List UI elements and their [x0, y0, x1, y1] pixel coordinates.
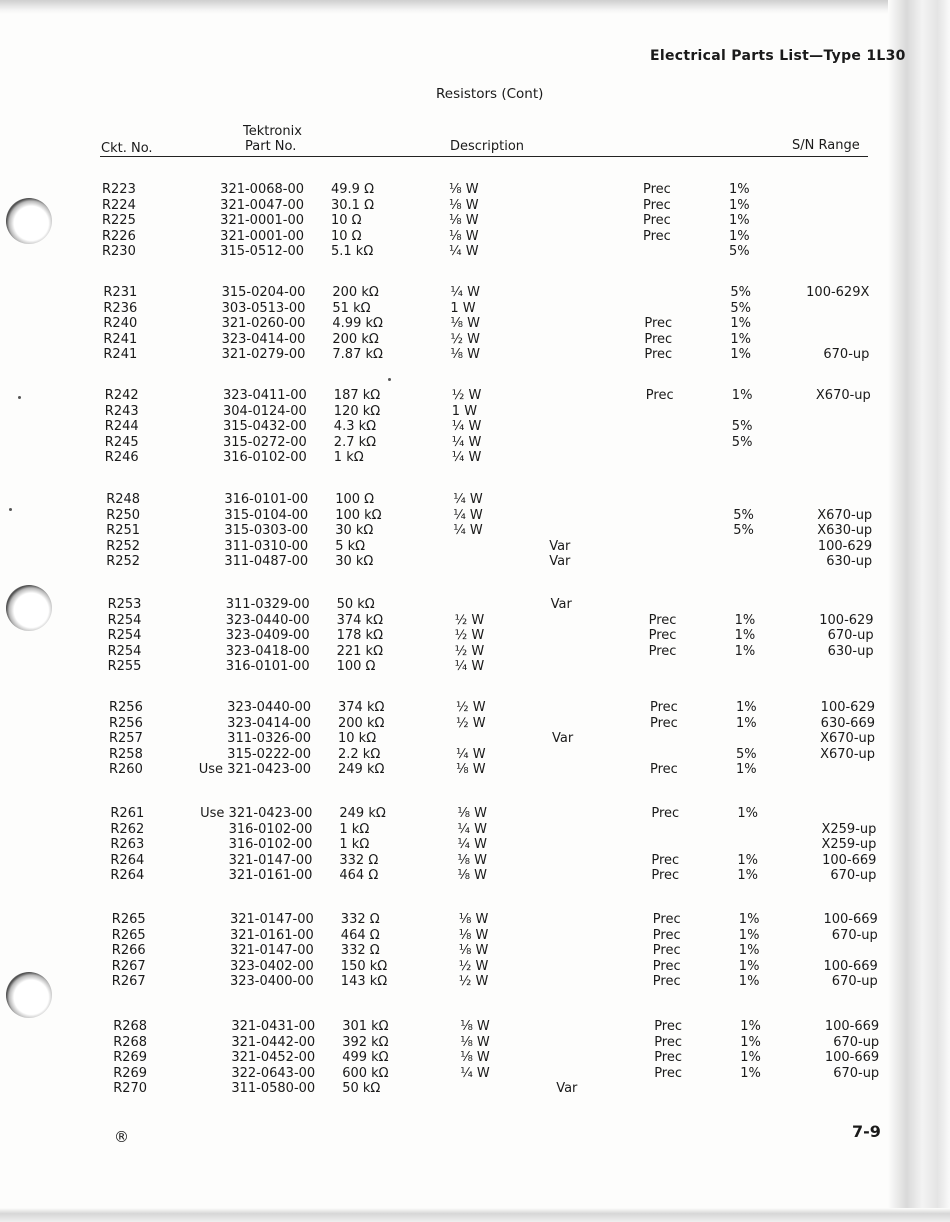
part-number: 315-0272-00 [222, 434, 307, 450]
ckt-number: R241 [103, 347, 138, 362]
ckt-number: R243 [104, 403, 139, 419]
resistance-value: 5 kΩ [335, 538, 366, 554]
precision-marker: Prec [644, 331, 673, 347]
resistance-value: 2.7 kΩ [333, 434, 377, 450]
resistance-value: 2.2 kΩ [338, 746, 381, 762]
serial-range: 670-up [833, 1065, 880, 1081]
resistance-value: 7.87 kΩ [332, 347, 383, 362]
part-number: 321-0260-00 [221, 316, 306, 331]
tolerance: 1% [734, 643, 756, 659]
column-header-sn-range: S/N Range [792, 138, 860, 153]
precision-marker: Prec [652, 927, 681, 943]
resistance-value: 178 kΩ [336, 628, 384, 643]
resistance-value: 1 kΩ [333, 450, 364, 465]
tolerance: 1% [729, 213, 750, 228]
serial-range: X670-up [815, 388, 871, 403]
tolerance: 1% [738, 958, 760, 974]
wattage: 1 W [451, 403, 478, 419]
ckt-number: R269 [113, 1050, 148, 1065]
ckt-number: R245 [104, 434, 139, 450]
part-number: Use 321-0423-00 [198, 762, 311, 777]
part-number: 311-0310-00 [224, 538, 309, 554]
tolerance: 1% [736, 762, 757, 777]
wattage: ⅛ W [450, 316, 480, 331]
variable-marker: Var [550, 597, 572, 612]
tolerance: 1% [738, 927, 760, 943]
precision-marker: Prec [652, 912, 681, 927]
part-number: 321-0452-00 [231, 1050, 316, 1065]
tolerance: 1% [730, 331, 752, 347]
wattage: ⅛ W [460, 1019, 490, 1034]
ckt-number: R268 [113, 1034, 148, 1050]
resistance-value: 332 Ω [340, 943, 380, 958]
ckt-number: R252 [106, 554, 141, 569]
ckt-number: R231 [103, 285, 138, 300]
punch-hole-icon [6, 972, 52, 1018]
tolerance: 5% [736, 746, 757, 762]
tolerance: 1% [740, 1050, 761, 1065]
tolerance: 1% [734, 612, 756, 628]
part-number: 311-0487-00 [224, 554, 309, 569]
wattage: ¼ W [457, 821, 487, 837]
precision-marker: Prec [651, 806, 680, 821]
part-number: 321-0047-00 [220, 197, 304, 213]
resistance-value: 50 kΩ [336, 597, 375, 612]
resistance-value: 332 Ω [340, 912, 380, 927]
serial-range: 670-up [830, 868, 877, 883]
ckt-number: R258 [109, 746, 143, 762]
serial-range: 100-629 [817, 538, 873, 554]
resistance-value: 392 kΩ [342, 1034, 389, 1050]
serial-range: 630-669 [820, 715, 875, 731]
tolerance: 5% [730, 285, 752, 300]
serial-range: 100-669 [823, 912, 878, 927]
ckt-number: R260 [109, 762, 143, 777]
wattage: ⅛ W [449, 228, 479, 244]
resistance-value: 100 Ω [335, 492, 375, 507]
ckt-number: R242 [104, 388, 139, 403]
tolerance: 1% [736, 715, 757, 731]
resistance-value: 5.1 kΩ [331, 244, 374, 259]
resistance-value: 30 kΩ [335, 523, 374, 538]
ckt-number: R268 [113, 1019, 148, 1034]
wattage: ¼ W [453, 492, 483, 507]
resistance-value: 249 kΩ [339, 806, 386, 821]
serial-range: 100-629X [806, 285, 870, 300]
part-number: 323-0440-00 [227, 700, 311, 715]
resistance-value: 499 kΩ [342, 1050, 389, 1065]
tolerance: 1% [729, 197, 750, 213]
part-number: 321-0068-00 [220, 182, 304, 197]
column-header-description: Description [450, 139, 525, 154]
serial-range: 670-up [831, 974, 878, 989]
resistance-value: 600 kΩ [342, 1065, 389, 1081]
precision-marker: Prec [652, 974, 681, 989]
precision-marker: Prec [648, 628, 677, 643]
serial-range: 100-629 [819, 612, 874, 628]
part-number: 316-0102-00 [228, 837, 313, 852]
ckt-number: R254 [107, 643, 142, 659]
part-number: 323-0418-00 [225, 643, 310, 659]
wattage: ⅛ W [460, 1050, 490, 1065]
part-number: 316-0101-00 [224, 492, 309, 507]
ckt-number: R246 [104, 450, 139, 465]
tolerance: 5% [733, 523, 754, 538]
wattage: ¼ W [453, 523, 483, 538]
precision-marker: Prec [654, 1065, 683, 1081]
wattage: ⅛ W [449, 213, 479, 228]
tolerance: 1% [736, 700, 757, 715]
part-number: 321-0001-00 [220, 213, 304, 228]
wattage: ½ W [454, 643, 485, 659]
wattage: 1 W [450, 300, 476, 316]
precision-marker: Prec [643, 228, 671, 244]
ckt-number: R264 [110, 852, 145, 868]
scan-speck [9, 508, 12, 511]
part-number: 315-0512-00 [220, 244, 304, 259]
wattage: ½ W [450, 331, 480, 347]
serial-range: 670-up [831, 927, 878, 943]
wattage: ¼ W [453, 507, 483, 523]
serial-range: 100-629 [820, 700, 875, 715]
part-number: 321-0147-00 [229, 943, 314, 958]
resistance-value: 50 kΩ [342, 1081, 381, 1096]
ckt-number: R236 [103, 300, 138, 316]
publisher-mark: ® [114, 1128, 129, 1146]
part-number: 321-0161-00 [229, 927, 314, 943]
part-number: 323-0414-00 [221, 331, 306, 347]
resistance-value: 374 kΩ [338, 700, 385, 715]
precision-marker: Prec [654, 1019, 683, 1034]
wattage: ⅛ W [456, 762, 486, 777]
tolerance: 5% [731, 419, 753, 434]
wattage: ½ W [454, 612, 485, 628]
part-number: 311-0580-00 [231, 1081, 316, 1096]
resistance-value: 200 kΩ [332, 331, 379, 347]
serial-range: X630-up [817, 523, 873, 538]
resistance-value: 301 kΩ [342, 1019, 389, 1034]
ckt-number: R250 [106, 507, 141, 523]
part-number: 321-0431-00 [231, 1019, 316, 1034]
ckt-number: R253 [107, 597, 142, 612]
header-rule [100, 156, 868, 157]
resistance-value: 4.99 kΩ [332, 316, 383, 331]
part-number: 315-0432-00 [222, 419, 307, 434]
precision-marker: Prec [651, 868, 680, 883]
wattage: ⅛ W [457, 868, 487, 883]
wattage: ⅛ W [460, 1034, 490, 1050]
tolerance: 1% [729, 228, 750, 244]
part-number: 304-0124-00 [222, 403, 307, 419]
resistance-value: 332 Ω [339, 852, 379, 868]
part-number: 322-0643-00 [231, 1065, 316, 1081]
tolerance: 1% [740, 1019, 761, 1034]
ckt-number: R262 [110, 821, 145, 837]
serial-range: X670-up [820, 731, 875, 746]
part-number: 321-0001-00 [220, 228, 304, 244]
wattage: ⅛ W [449, 182, 479, 197]
ckt-number: R256 [109, 715, 143, 731]
wattage: ½ W [454, 628, 485, 643]
ckt-number: R251 [106, 523, 141, 538]
wattage: ½ W [458, 974, 489, 989]
resistance-value: 464 Ω [339, 868, 379, 883]
part-number: 315-0104-00 [224, 507, 309, 523]
serial-range: X670-up [820, 746, 875, 762]
ckt-number: R267 [111, 958, 146, 974]
resistance-value: 464 Ω [340, 927, 380, 943]
ckt-number: R255 [107, 659, 142, 674]
wattage: ¼ W [451, 450, 482, 465]
variable-marker: Var [549, 538, 571, 554]
precision-marker: Prec [643, 213, 671, 228]
resistance-value: 100 kΩ [335, 507, 382, 523]
precision-marker: Prec [652, 958, 681, 974]
scan-speck [388, 378, 391, 381]
ckt-number: R224 [102, 197, 136, 213]
part-number: 321-0147-00 [229, 912, 314, 927]
tolerance: 1% [734, 628, 756, 643]
ckt-number: R261 [110, 806, 145, 821]
part-number: 323-0402-00 [229, 958, 314, 974]
precision-marker: Prec [654, 1034, 683, 1050]
column-header-tektronix: Tektronix [243, 124, 302, 139]
precision-marker: Prec [645, 388, 674, 403]
part-number: 303-0513-00 [221, 300, 306, 316]
ckt-number: R226 [102, 228, 136, 244]
serial-range: 100-669 [823, 958, 878, 974]
ckt-number: R270 [113, 1081, 148, 1096]
scan-right-edge [888, 0, 950, 1222]
resistance-value: 100 Ω [336, 659, 376, 674]
wattage: ¼ W [451, 419, 482, 434]
tolerance: 1% [731, 388, 753, 403]
variable-marker: Var [556, 1081, 578, 1096]
part-number: 323-0440-00 [225, 612, 310, 628]
ckt-number: R254 [107, 628, 142, 643]
part-number: 323-0400-00 [229, 974, 314, 989]
precision-marker: Prec [644, 316, 673, 331]
running-head: Electrical Parts List—Type 1L30 [650, 48, 906, 64]
serial-range: 630-up [827, 643, 874, 659]
ckt-number: R256 [109, 700, 143, 715]
wattage: ¼ W [451, 434, 482, 450]
tolerance: 5% [730, 300, 752, 316]
part-number: 316-0102-00 [228, 821, 313, 837]
resistance-value: 150 kΩ [340, 958, 388, 974]
wattage: ⅛ W [457, 806, 487, 821]
wattage: ⅛ W [449, 197, 479, 213]
tolerance: 1% [730, 347, 752, 362]
variable-marker: Var [552, 731, 574, 746]
wattage: ½ W [451, 388, 482, 403]
precision-marker: Prec [648, 643, 677, 659]
ckt-number: R269 [113, 1065, 148, 1081]
resistance-value: 10 Ω [331, 213, 362, 228]
precision-marker: Prec [651, 852, 680, 868]
part-number: 316-0101-00 [225, 659, 310, 674]
resistance-value: 200 kΩ [332, 285, 379, 300]
column-header-ckt-no: Ckt. No. [101, 141, 153, 156]
section-title: Resistors (Cont) [436, 86, 544, 102]
wattage: ½ W [458, 958, 489, 974]
part-number: 323-0409-00 [225, 628, 310, 643]
scan-bottom-edge [0, 1208, 950, 1222]
part-number: 315-0222-00 [227, 746, 311, 762]
tolerance: 1% [737, 868, 759, 883]
ckt-number: R257 [109, 731, 143, 746]
resistance-value: 51 kΩ [332, 300, 371, 316]
wattage: ¼ W [454, 659, 485, 674]
ckt-number: R267 [111, 974, 146, 989]
ckt-number: R265 [111, 912, 146, 927]
tolerance: 1% [740, 1065, 761, 1081]
wattage: ½ W [456, 700, 486, 715]
part-number: Use 321-0423-00 [200, 806, 313, 821]
scan-speck [18, 396, 21, 399]
tolerance: 1% [729, 182, 750, 197]
resistance-value: 187 kΩ [333, 388, 381, 403]
ckt-number: R266 [111, 943, 146, 958]
ckt-number: R240 [103, 316, 138, 331]
punch-hole-icon [6, 585, 52, 631]
part-number: 311-0326-00 [227, 731, 311, 746]
resistance-value: 200 kΩ [338, 715, 385, 731]
precision-marker: Prec [648, 612, 677, 628]
precision-marker: Prec [643, 197, 671, 213]
part-number: 315-0204-00 [221, 285, 306, 300]
serial-range: X670-up [817, 507, 873, 523]
wattage: ¼ W [457, 837, 487, 852]
wattage: ¼ W [460, 1065, 490, 1081]
resistance-value: 249 kΩ [338, 762, 385, 777]
page-number: 7-9 [852, 1122, 881, 1141]
resistance-value: 10 Ω [331, 228, 362, 244]
serial-range: X259-up [821, 821, 877, 837]
tolerance: 5% [731, 434, 753, 450]
serial-range: 670-up [827, 628, 874, 643]
wattage: ¼ W [450, 285, 480, 300]
precision-marker: Prec [643, 182, 671, 197]
tolerance: 1% [740, 1034, 761, 1050]
resistance-value: 30 kΩ [335, 554, 374, 569]
tolerance: 1% [738, 943, 760, 958]
precision-marker: Prec [650, 762, 678, 777]
part-number: 321-0147-00 [228, 852, 313, 868]
ckt-number: R223 [102, 182, 136, 197]
resistance-value: 221 kΩ [336, 643, 384, 659]
tolerance: 1% [738, 974, 760, 989]
ckt-number: R252 [106, 538, 141, 554]
ckt-number: R264 [110, 868, 145, 883]
scan-top-edge [0, 0, 890, 14]
precision-marker: Prec [650, 700, 678, 715]
wattage: ⅛ W [458, 943, 489, 958]
serial-range: 100-669 [822, 852, 877, 868]
resistance-value: 1 kΩ [339, 821, 370, 837]
resistance-value: 4.3 kΩ [333, 419, 377, 434]
resistance-value: 49.9 Ω [331, 182, 375, 197]
precision-marker: Prec [644, 347, 673, 362]
wattage: ¼ W [456, 746, 486, 762]
resistance-value: 374 kΩ [336, 612, 384, 628]
wattage: ⅛ W [457, 852, 487, 868]
part-number: 323-0411-00 [222, 388, 307, 403]
ckt-number: R265 [111, 927, 146, 943]
ckt-number: R248 [106, 492, 141, 507]
resistance-value: 1 kΩ [339, 837, 370, 852]
variable-marker: Var [549, 554, 571, 569]
ckt-number: R254 [107, 612, 142, 628]
serial-range: X259-up [821, 837, 877, 852]
tolerance: 1% [730, 316, 752, 331]
wattage: ⅛ W [458, 927, 489, 943]
part-number: 311-0329-00 [225, 597, 310, 612]
resistance-value: 30.1 Ω [331, 197, 375, 213]
ckt-number: R241 [103, 331, 138, 347]
resistance-value: 143 kΩ [340, 974, 388, 989]
tolerance: 1% [737, 806, 759, 821]
part-number: 323-0414-00 [227, 715, 311, 731]
part-number: 316-0102-00 [222, 450, 307, 465]
wattage: ½ W [456, 715, 486, 731]
part-number: 315-0303-00 [224, 523, 309, 538]
serial-range: 670-up [823, 347, 870, 362]
punch-hole-icon [6, 198, 52, 244]
precision-marker: Prec [652, 943, 681, 958]
tolerance: 5% [729, 244, 750, 259]
precision-marker: Prec [654, 1050, 683, 1065]
part-number: 321-0161-00 [228, 868, 313, 883]
serial-range: 630-up [826, 554, 873, 569]
part-number: 321-0442-00 [231, 1034, 316, 1050]
ckt-number: R230 [102, 244, 136, 259]
resistance-value: 120 kΩ [333, 403, 381, 419]
tolerance: 1% [738, 912, 760, 927]
serial-range: 100-669 [824, 1050, 880, 1065]
serial-range: 100-669 [824, 1019, 880, 1034]
resistance-value: 10 kΩ [338, 731, 377, 746]
wattage: ¼ W [449, 244, 479, 259]
ckt-number: R263 [110, 837, 145, 852]
ckt-number: R244 [104, 419, 139, 434]
wattage: ⅛ W [450, 347, 480, 362]
ckt-number: R225 [102, 213, 136, 228]
tolerance: 5% [733, 507, 754, 523]
column-header-part-no: Part No. [245, 139, 297, 154]
precision-marker: Prec [650, 715, 678, 731]
tolerance: 1% [737, 852, 759, 868]
part-number: 321-0279-00 [221, 347, 306, 362]
wattage: ⅛ W [458, 912, 489, 927]
serial-range: 670-up [833, 1034, 880, 1050]
